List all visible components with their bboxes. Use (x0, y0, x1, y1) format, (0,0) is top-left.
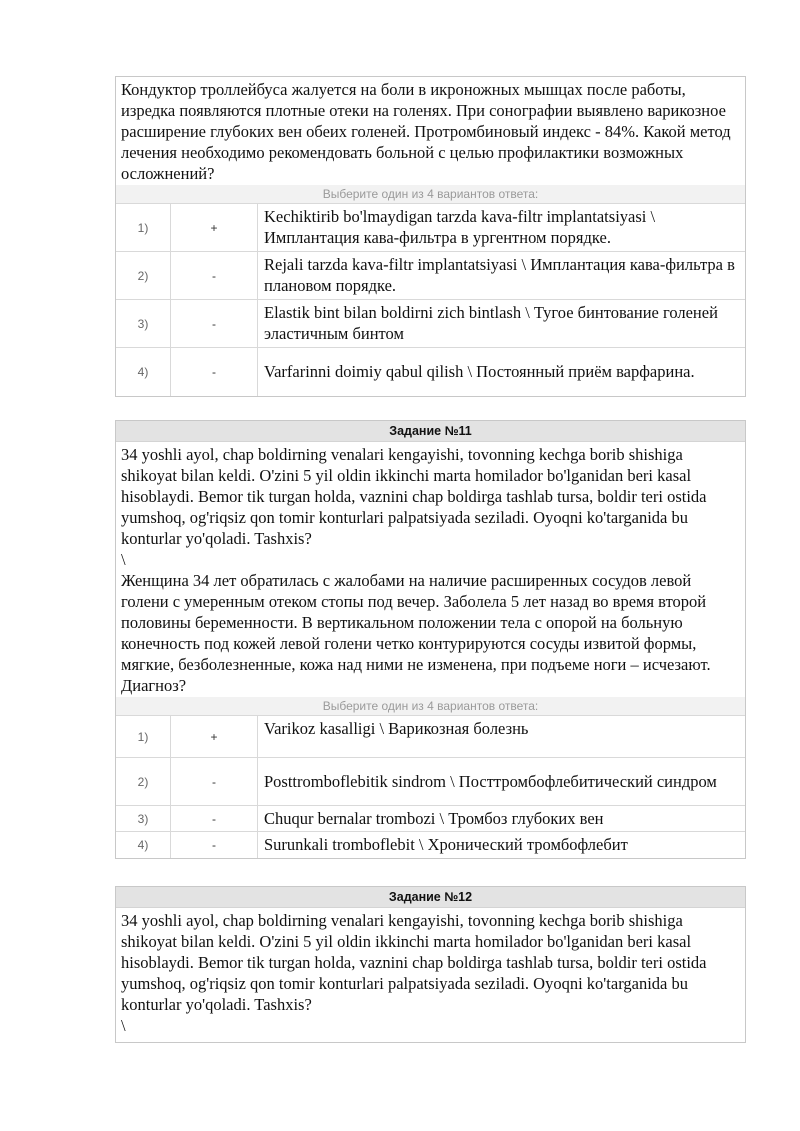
answer-mark: - (171, 252, 258, 300)
answer-mark: - (171, 806, 258, 832)
answer-text: Kechiktirib bo'lmaydigan tarzda kava-filtr implantatsiyasi \ Имплантация кава-фильтра в ургентном порядке. (258, 204, 746, 252)
answer-mark: - (171, 300, 258, 348)
answer-mark: + (171, 204, 258, 252)
question-text: Кондуктор троллейбуса жалуется на боли в икроножных мышцах после работы, изредка появляются плотные отеки на голенях. При сонографии выявлено варикозное расширение глубоких вен обеих голеней. Протромбиновый индекс - 84%. Какой метод лечения необходимо рекомендовать больной с целью профилактики возможных осложнений? (121, 80, 731, 183)
answer-text: Varikoz kasalligi \ Варикозная болезнь (258, 716, 746, 758)
answer-number: 2) (116, 758, 171, 806)
answer-number: 3) (116, 806, 171, 832)
answer-text: Posttromboflebitik sindrom \ Посттромбофлебитический синдром (258, 758, 746, 806)
question-text: 34 yoshli ayol, chap boldirning venalari kengayishi, tovonning kechga borib shishiga shikoyat bilan keldi. O'zini 5 yil oldin ikkinchi marta homilador bo'lganidan beri kasal hisoblaydi. Bemor tik turgan holda, vaznini chap boldirga tashlab tursa, boldir teri ostida yumshoq, og'riqsiz qon tomir konturlari palpatsiyada seziladi. Oyoqni ko'targanida bu konturlar yo'qoladi. Tashxis? \ Женщина 34 лет обратилась с жалобами на наличие расширенных сосудов левой голени с умеренным отеком стопы под вечер. Заболела 5 лет назад во время второй половины беременности. В вертикальном положении тела с опорой на больную конечность под кожей левой голени четко контурируются сосуды извитой формы, мягкие, безболезненные, кожа над ними не изменена, при подъеме ноги – исчезают. Диагноз? (121, 445, 711, 695)
answer-table (116, 203, 745, 396)
answer-mark: - (171, 348, 258, 396)
answer-row[interactable] (116, 716, 745, 758)
answer-row[interactable] (116, 204, 745, 252)
answer-hint: Выберите один из 4 вариантов ответа: (116, 697, 745, 715)
answer-mark: - (171, 832, 258, 858)
answer-mark: - (171, 758, 258, 806)
answer-text: Chuqur bernalar trombozi \ Тромбоз глубоких вен (258, 806, 746, 832)
answer-number: 2) (116, 252, 171, 300)
answer-mark: + (171, 716, 258, 758)
answer-number: 1) (116, 204, 171, 252)
task-card-12 (115, 886, 746, 1043)
answer-row[interactable] (116, 806, 745, 832)
answer-number: 3) (116, 300, 171, 348)
answer-hint: Выберите один из 4 вариантов ответа: (116, 185, 745, 203)
task-header: Задание №11 (116, 421, 745, 442)
answer-text: Varfarinni doimiy qabul qilish \ Постоянный приём варфарина. (258, 348, 746, 396)
answer-text: Elastik bint bilan boldirni zich bintlash \ Тугое бинтование голеней эластичным бинтом (258, 300, 746, 348)
answer-row[interactable] (116, 300, 745, 348)
answer-number: 4) (116, 348, 171, 396)
task-card-10 (115, 76, 746, 397)
answer-text: Rejali tarzda kava-filtr implantatsiyasi \ Имплантация кава-фильтра в плановом порядке. (258, 252, 746, 300)
answer-row[interactable] (116, 252, 745, 300)
answer-number: 4) (116, 832, 171, 858)
task-card-11 (115, 420, 746, 859)
answer-text: Surunkali tromboflebit \ Хронический тромбофлебит (258, 832, 746, 858)
task-header: Задание №12 (116, 887, 745, 908)
question-text: 34 yoshli ayol, chap boldirning venalari kengayishi, tovonning kechga borib shishiga shikoyat bilan keldi. O'zini 5 yil oldin ikkinchi marta homilador bo'lganidan beri kasal hisoblaydi. Bemor tik turgan holda, vaznini chap boldirga tashlab tursa, boldir teri ostida yumshoq, og'riqsiz qon tomir konturlari palpatsiyada seziladi. Oyoqni ko'targanida bu konturlar yo'qoladi. Tashxis? \ (121, 911, 707, 1035)
answer-number: 1) (116, 716, 171, 758)
answer-row[interactable] (116, 832, 745, 858)
answer-table (116, 715, 745, 858)
answer-row[interactable] (116, 348, 745, 396)
answer-row[interactable] (116, 758, 745, 806)
